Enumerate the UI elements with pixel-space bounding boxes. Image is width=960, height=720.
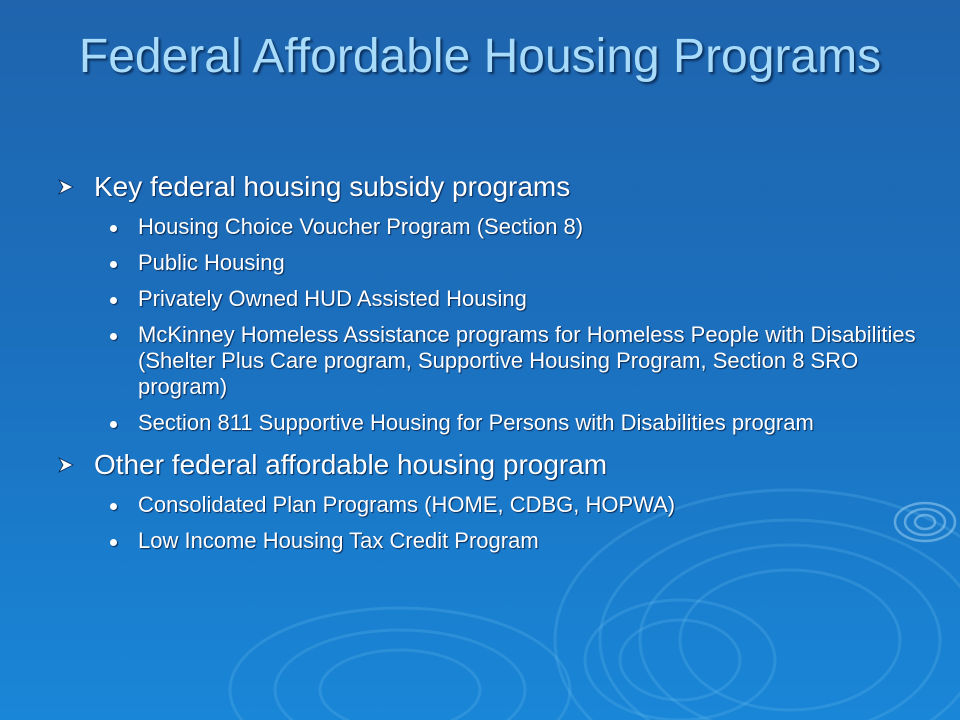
list-item-text: Privately Owned HUD Assisted Housing	[138, 286, 527, 311]
list-item	[106, 286, 938, 312]
round-bullet-icon	[110, 261, 117, 268]
list-item	[106, 250, 938, 276]
list-item-text: Section 811 Supportive Housing for Persons with Disabilities program	[138, 410, 814, 435]
arrowhead-bullet-icon	[58, 179, 74, 195]
list-item	[106, 322, 938, 400]
section-heading	[56, 448, 916, 482]
list-item-text: Low Income Housing Tax Credit Program	[138, 528, 539, 553]
list-item	[106, 528, 938, 554]
section-heading-text: Other federal affordable housing program	[94, 449, 608, 480]
list-item	[106, 410, 938, 436]
bullet-list	[106, 214, 916, 436]
list-item-text: Consolidated Plan Programs (HOME, CDBG, HOPWA)	[138, 492, 676, 517]
bullet-list	[106, 492, 916, 554]
slide-body	[56, 170, 916, 564]
arrowhead-bullet-icon	[58, 457, 74, 473]
section-subsidy-programs	[56, 170, 916, 436]
section-heading-text: Key federal housing subsidy programs	[94, 171, 571, 202]
round-bullet-icon	[110, 297, 117, 304]
list-item	[106, 214, 938, 240]
list-item	[106, 492, 938, 518]
section-heading	[56, 170, 916, 204]
section-other-programs	[56, 448, 916, 554]
round-bullet-icon	[110, 333, 117, 340]
list-item-text: McKinney Homeless Assistance programs for Homeless People with Disabilities (Shelter Plus Care program, Supportive Housing Program, Section 8 SRO program)	[138, 322, 916, 399]
round-bullet-icon	[110, 225, 117, 232]
list-item-text: Public Housing	[138, 250, 285, 275]
slide-title: Federal Affordable Housing Programs	[78, 30, 882, 83]
list-item-text: Housing Choice Voucher Program (Section 8)	[138, 214, 584, 239]
round-bullet-icon	[110, 421, 117, 428]
round-bullet-icon	[110, 539, 117, 546]
round-bullet-icon	[110, 503, 117, 510]
